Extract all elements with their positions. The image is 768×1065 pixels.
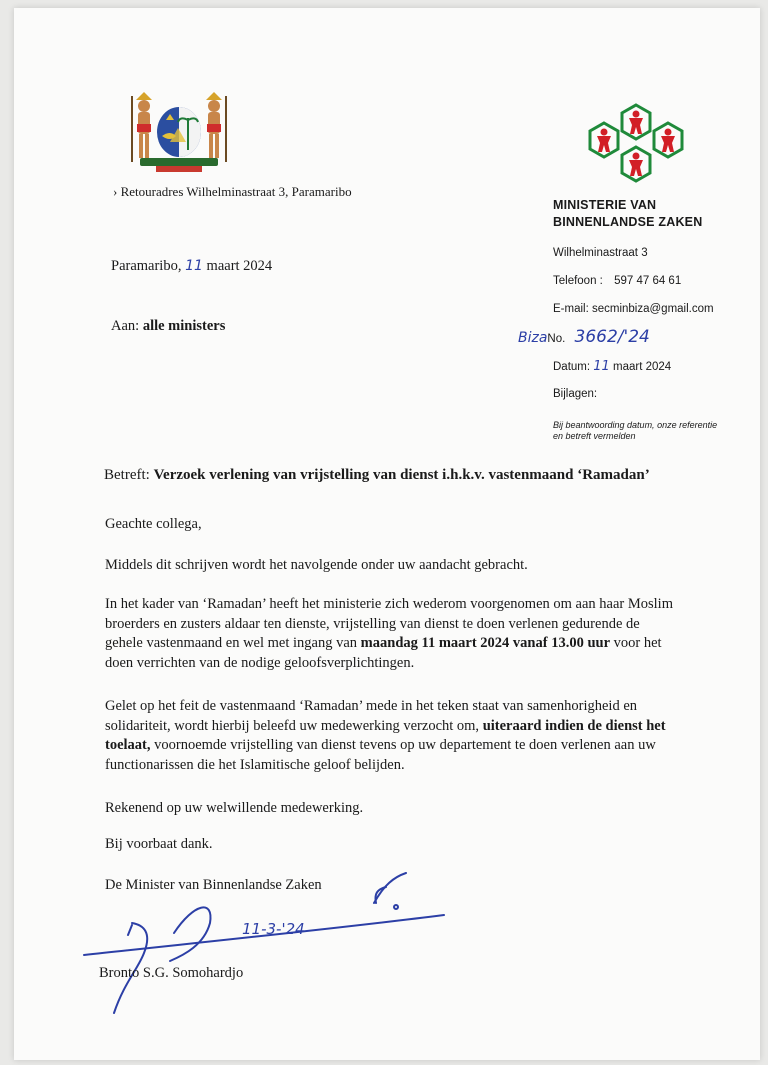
subject-line — [104, 467, 650, 484]
handwritten-signature — [74, 863, 474, 1023]
reference-number-handwritten: 3662/'24 — [574, 327, 650, 347]
reference-note-line2: en betreft vermelden — [553, 431, 636, 441]
signature-date-handwritten: 11-3-'24 — [242, 920, 305, 938]
paragraph-2-bold: maandag 11 maart 2024 vanaf 13.00 uur — [360, 635, 611, 651]
addressee-row — [111, 318, 225, 335]
paragraph-2 — [105, 595, 675, 673]
paragraph-4: Rekenend op uw welwillende medewerking. — [105, 800, 364, 816]
addressee-label: Aan: — [111, 318, 140, 334]
letter-date-rest: maart 2024 — [206, 258, 273, 274]
letter-page — [14, 8, 760, 1060]
ministry-logo — [580, 103, 692, 191]
document-date-day-handwritten: 11 — [593, 359, 610, 374]
paragraph-3-bold: uiteraard indien de dienst het toelaat, — [105, 717, 666, 753]
phone-number: 597 47 64 61 — [614, 275, 682, 287]
reference-note-line1: Bij beantwoording datum, onze referentie — [553, 420, 718, 430]
subject-label: Betreft: — [104, 467, 150, 483]
letter-place: Paramaribo, — [111, 258, 182, 274]
ministry-phone-row — [553, 275, 681, 287]
ministry-address: Wilhelminastraat 3 — [553, 247, 648, 259]
signer-title: De Minister van Binnenlandse Zaken — [105, 877, 322, 893]
ministry-info-block — [553, 197, 753, 231]
closing-line: Bij voorbaat dank. — [105, 836, 213, 852]
signer-name: Bronto S.G. Somohardjo — [99, 965, 244, 981]
reference-number-label: No. — [547, 333, 566, 345]
salutation: Geachte collega, — [105, 516, 202, 532]
letter-date-day-handwritten: 11 — [185, 258, 203, 274]
reference-note — [553, 420, 753, 442]
document-date-rest: maart 2024 — [613, 361, 672, 373]
paragraph-2-text-b: voor het doen verrichten van de nodige geloofsverplichtingen. — [105, 635, 662, 671]
coat-of-arms-emblem — [126, 90, 232, 176]
reference-number-row — [518, 327, 650, 347]
ministry-name-line2: BINNENLANDSE ZAKEN — [553, 215, 703, 229]
ministry-name-line1: MINISTERIE VAN — [553, 198, 657, 212]
attachments-label: Bijlagen: — [553, 388, 598, 400]
paragraph-3-text-a: Gelet op het feit de vastenmaand ‘Ramadan’ mede in het teken staat van samenhorigheid en solidariteit, wordt hierbij beleefd uw medewerking verzocht om, — [105, 698, 638, 734]
return-address: › Retouradres Wilhelminastraat 3, Paramaribo — [113, 184, 352, 199]
addressee-value: alle ministers — [142, 318, 226, 334]
reference-prefix-handwritten: Biza — [518, 330, 548, 346]
letter-place-date — [111, 258, 272, 275]
subject-text: Verzoek verlening van vrijstelling van dienst i.h.k.v. vastenmaand ‘Ramadan’ — [153, 467, 650, 483]
phone-label: Telefoon : — [553, 275, 603, 287]
ministry-email: E-mail: secminbiza@gmail.com — [553, 303, 714, 315]
document-date-label: Datum: — [553, 361, 591, 373]
paragraph-3-text-b: voornoemde vrijstelling van dienst tevens op uw departement te doen verlenen aan uw functionarissen die het Islamitische geloof belijden. — [105, 737, 656, 773]
paragraph-2-text-a: In het kader van ‘Ramadan’ heeft het ministerie zich wederom voorgenomen om aan haar Moslim broerders en zusters aldaar ten dienste, vrijstelling van dienst te doen verlenen gedurende de gehele vastenmaand en wel met ingang van — [105, 596, 673, 651]
paragraph-1: Middels dit schrijven wordt het navolgende onder uw aandacht gebracht. — [105, 557, 528, 573]
paragraph-3 — [105, 697, 675, 775]
document-date-row — [553, 359, 671, 374]
